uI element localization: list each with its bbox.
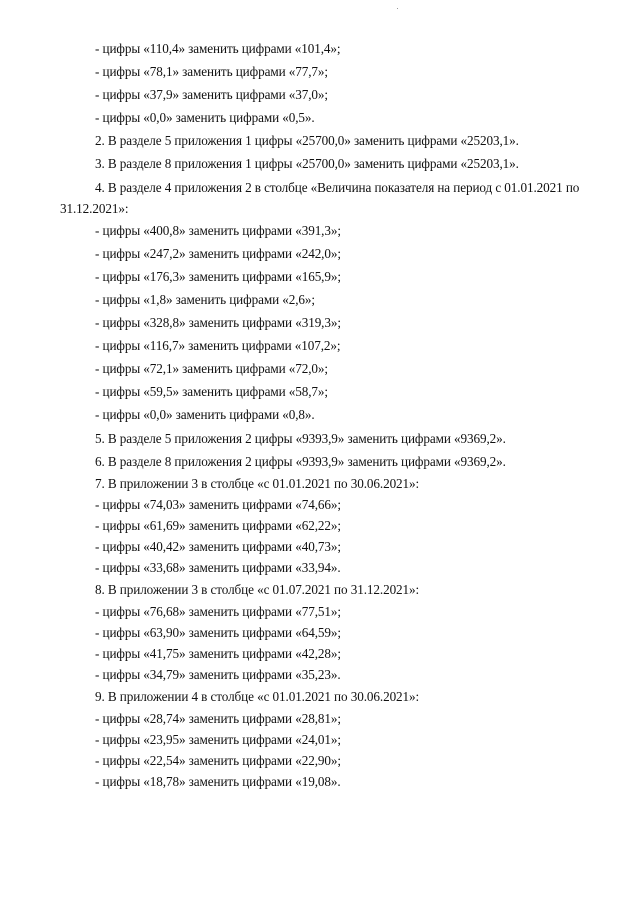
- text-line: - цифры «78,1» заменить цифрами «77,7»;: [95, 64, 328, 79]
- text-line: 31.12.2021»:: [60, 201, 129, 216]
- text-line: - цифры «328,8» заменить цифрами «319,3»;: [95, 315, 341, 330]
- text-line: - цифры «28,74» заменить цифрами «28,81»;: [95, 711, 341, 726]
- text-line: - цифры «34,79» заменить цифрами «35,23».: [95, 667, 341, 682]
- text-line: - цифры «400,8» заменить цифрами «391,3»;: [95, 223, 341, 238]
- text-line: 7. В приложении 3 в столбце «с 01.01.2021 по 30.06.2021»:: [95, 476, 420, 491]
- text-line: - цифры «18,78» заменить цифрами «19,08».: [95, 774, 341, 789]
- text-line: - цифры «33,68» заменить цифрами «33,94».: [95, 560, 341, 575]
- text-line: - цифры «41,75» заменить цифрами «42,28»;: [95, 646, 341, 661]
- text-line: - цифры «1,8» заменить цифрами «2,6»;: [95, 292, 315, 307]
- text-line: - цифры «0,0» заменить цифрами «0,8».: [95, 407, 315, 422]
- text-line: - цифры «61,69» заменить цифрами «62,22»;: [95, 518, 341, 533]
- text-line: - цифры «22,54» заменить цифрами «22,90»;: [95, 753, 341, 768]
- text-line: 5. В разделе 5 приложения 2 цифры «9393,9» заменить цифрами «9369,2».: [95, 431, 506, 446]
- text-line: - цифры «72,1» заменить цифрами «72,0»;: [95, 361, 328, 376]
- text-line: 8. В приложении 3 в столбце «с 01.07.2021 по 31.12.2021»:: [95, 582, 420, 597]
- text-line: - цифры «110,4» заменить цифрами «101,4»;: [95, 41, 341, 56]
- text-line: - цифры «0,0» заменить цифрами «0,5».: [95, 110, 315, 125]
- text-line: - цифры «63,90» заменить цифрами «64,59»;: [95, 625, 341, 640]
- text-line: - цифры «40,42» заменить цифрами «40,73»;: [95, 539, 341, 554]
- text-line: - цифры «247,2» заменить цифрами «242,0»;: [95, 246, 341, 261]
- text-line: 9. В приложении 4 в столбце «с 01.01.2021 по 30.06.2021»:: [95, 689, 420, 704]
- text-line: - цифры «59,5» заменить цифрами «58,7»;: [95, 384, 328, 399]
- text-line: 4. В разделе 4 приложения 2 в столбце «Величина показателя на период с 01.01.2021 по: [95, 180, 580, 195]
- text-line: - цифры «76,68» заменить цифрами «77,51»;: [95, 604, 341, 619]
- text-line: - цифры «176,3» заменить цифрами «165,9»;: [95, 269, 341, 284]
- text-line: - цифры «116,7» заменить цифрами «107,2»;: [95, 338, 341, 353]
- text-line: 2. В разделе 5 приложения 1 цифры «25700,0» заменить цифрами «25203,1».: [95, 133, 519, 148]
- scan-speck: [397, 8, 398, 9]
- text-line: - цифры «74,03» заменить цифрами «74,66»;: [95, 497, 341, 512]
- text-line: - цифры «23,95» заменить цифрами «24,01»;: [95, 732, 341, 747]
- text-line: 3. В разделе 8 приложения 1 цифры «25700,0» заменить цифрами «25203,1».: [95, 156, 519, 171]
- text-line: - цифры «37,9» заменить цифрами «37,0»;: [95, 87, 328, 102]
- text-line: 6. В разделе 8 приложения 2 цифры «9393,9» заменить цифрами «9369,2».: [95, 454, 506, 469]
